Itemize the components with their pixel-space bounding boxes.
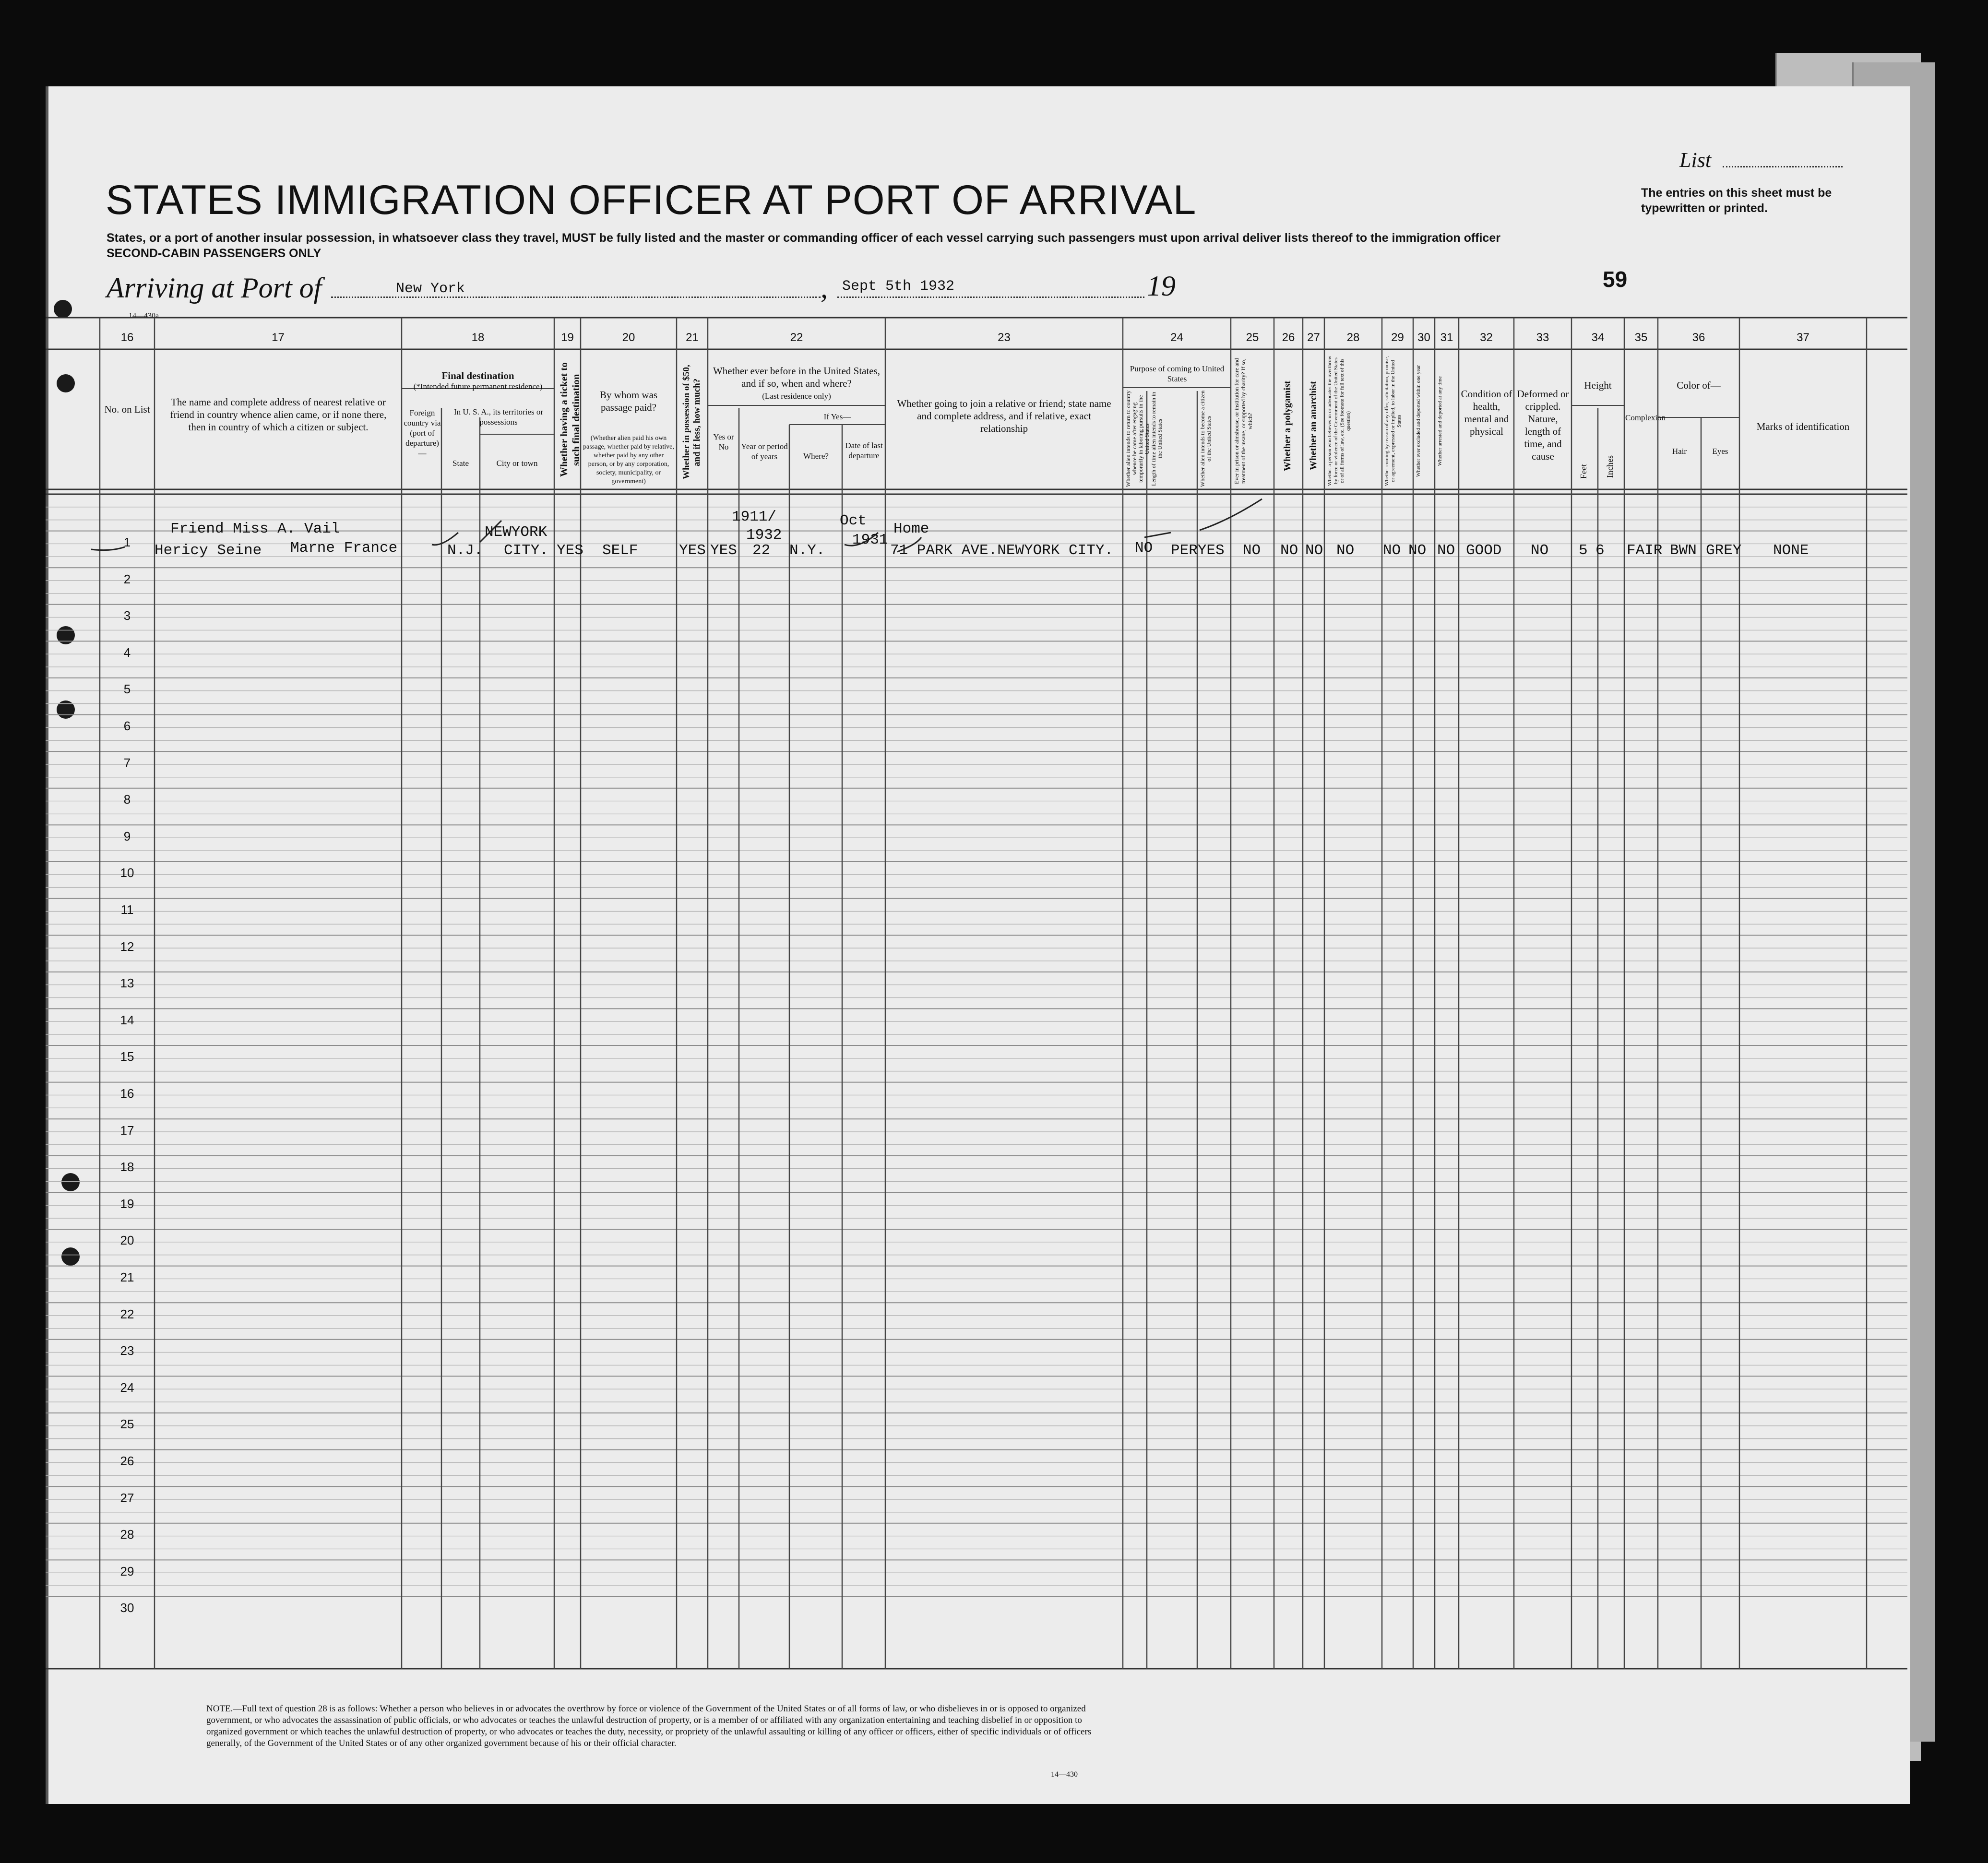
row-number: 30 xyxy=(120,1601,134,1615)
row-number: 9 xyxy=(123,829,131,843)
years-line-1: 1911/ xyxy=(732,509,777,525)
header-purpose-citizen: Whether alien intends to become a citizen of the United States xyxy=(1199,390,1212,487)
row-number: 20 xyxy=(120,1233,134,1248)
row-number: 19 xyxy=(120,1196,134,1211)
colnum-34: 34 xyxy=(1591,331,1605,344)
row-number: 4 xyxy=(123,645,131,660)
q31-value: NO xyxy=(1437,542,1455,559)
header-state: State xyxy=(452,459,469,468)
inches-value: 6 xyxy=(1595,542,1605,559)
header-fifty-dollars: Whether in possession of $50, and if less, how much? xyxy=(681,365,702,480)
header-ticket: Whether having a ticket to such final destination xyxy=(558,362,582,477)
colnum-25: 25 xyxy=(1246,331,1259,344)
port-value: New York xyxy=(396,281,465,297)
relative-line-2: Hericy Seine xyxy=(155,542,262,559)
colnum-31: 31 xyxy=(1440,331,1453,344)
header-q29: Whether coming by reason of any offer, solicitation, promise, or agreement, expressed or implied, to labor in the United States xyxy=(1384,356,1402,486)
header-in-usa: In U. S. A., its territories or possessions xyxy=(453,407,544,427)
header-marks: Marks of identification xyxy=(1756,421,1850,432)
passage-paid-value: SELF xyxy=(602,542,638,559)
row-number: 5 xyxy=(123,682,131,697)
row-number: 16 xyxy=(120,1086,134,1101)
marks-value: NONE xyxy=(1773,542,1809,559)
header-if-yes: If Yes— xyxy=(823,412,851,421)
header-join-relative: Whether going to join a relative or friend; state name and complete address, and if relative, exact relationship xyxy=(897,398,1111,434)
row-number: 25 xyxy=(120,1417,134,1432)
header-complexion: Complexion xyxy=(1625,413,1666,422)
purpose-length-value: PERYES xyxy=(1171,542,1225,559)
comma: , xyxy=(821,272,828,304)
colnum-19: 19 xyxy=(561,331,574,344)
header-final-destination-note: (*Intended future permanent residence) xyxy=(413,382,543,391)
row-number: 21 xyxy=(120,1270,134,1284)
q28-value: NO xyxy=(1336,542,1355,559)
header-before-in-us: Whether ever before in the United States, and if so, when and where? xyxy=(713,365,881,389)
header-yes-or-no: Yes or No xyxy=(713,432,734,451)
row-number: 18 xyxy=(120,1160,134,1175)
colnum-26: 26 xyxy=(1282,331,1295,344)
colnum-37: 37 xyxy=(1797,331,1809,344)
corner-mark: 59 xyxy=(1603,267,1628,292)
row-number: 15 xyxy=(120,1049,134,1064)
row-number: 7 xyxy=(123,755,131,770)
health-value: GOOD xyxy=(1466,542,1502,559)
colnum-20: 20 xyxy=(622,331,635,344)
header-purpose: Purpose of coming to United States xyxy=(1130,364,1225,383)
colnum-36: 36 xyxy=(1692,331,1705,344)
anarchist-value: NO xyxy=(1305,542,1323,559)
header-relative: The name and complete address of nearest relative or friend in country whence alien came, or if none there, then in country of which a citizen or subject. xyxy=(170,396,387,433)
row-number: 12 xyxy=(120,939,134,954)
row-number: 14 xyxy=(120,1012,134,1027)
list-label: List xyxy=(1679,148,1712,172)
colnum-22: 22 xyxy=(790,331,803,344)
relative-line-2b: Marne France xyxy=(290,540,398,557)
colnum-28: 28 xyxy=(1346,331,1360,344)
colnum-27: 27 xyxy=(1307,331,1320,344)
form-number-bottom: 14—430 xyxy=(1051,1770,1078,1779)
where-value: N.Y. xyxy=(789,542,825,559)
dest-state: N.J. xyxy=(447,542,483,559)
header-passage-paid-note: (Whether alien paid his own passage, whether paid by relative, whether paid by any other person, or by any corporation, society, municipality, or government) xyxy=(583,435,674,485)
row-number: 27 xyxy=(120,1490,134,1505)
row-number: 28 xyxy=(120,1527,134,1542)
colnum-23: 23 xyxy=(998,331,1011,344)
colnum-30: 30 xyxy=(1417,331,1430,344)
purpose-return-value: NO xyxy=(1135,540,1153,557)
hair-value: BWN xyxy=(1670,542,1697,559)
prison-value: NO xyxy=(1243,542,1261,559)
years-line-3: 22 xyxy=(752,542,771,559)
header-passage-paid: By whom was passage paid? xyxy=(599,389,658,413)
colnum-18: 18 xyxy=(471,331,485,344)
join-line-1: Home xyxy=(893,521,929,537)
row-number: 24 xyxy=(120,1380,134,1395)
dest-city-line-1: NEWYORK xyxy=(485,524,548,541)
header-height: Height xyxy=(1584,380,1612,391)
header-where: Where? xyxy=(803,451,829,461)
typewritten-note: The entries on this sheet must be typewritten or printed. xyxy=(1641,186,1832,215)
row-number: 10 xyxy=(120,866,134,880)
row-number: 29 xyxy=(120,1564,134,1578)
complexion-value: FAIR xyxy=(1627,542,1663,559)
header-final-destination: Final destination xyxy=(441,370,514,381)
last-departure-line-1: Oct xyxy=(840,512,867,529)
q29-value: NO xyxy=(1383,542,1401,559)
header-no-on-list: No. on List xyxy=(104,403,150,415)
before-in-us-value: YES xyxy=(710,542,737,559)
header-color-of: Color of— xyxy=(1677,380,1721,391)
join-line-2: 71 PARK AVE.NEWYORK CITY. xyxy=(890,542,1114,559)
eyes-value: GREY xyxy=(1706,542,1742,559)
arriving-label: Arriving at Port of xyxy=(107,272,322,304)
colnum-21: 21 xyxy=(686,331,699,344)
header-foreign-country: Foreign country via (port of departure)— xyxy=(404,408,441,458)
header-deformed: Deformed or crippled. Nature, length of time, and cause xyxy=(1517,388,1569,462)
q30-value: NO xyxy=(1408,542,1427,559)
colnum-16: 16 xyxy=(120,331,134,344)
header-inches: Inches xyxy=(1605,455,1615,478)
header-last-departure: Date of last departure xyxy=(845,441,883,460)
header-purpose-length: Length of time alien intends to remain in the United States xyxy=(1150,392,1163,486)
header-hair: Hair xyxy=(1672,447,1687,456)
colnum-24: 24 xyxy=(1170,331,1183,344)
row-number: 8 xyxy=(123,792,131,807)
arrival-date: Sept 5th 1932 xyxy=(842,278,955,295)
header-years: Year or period of years xyxy=(741,442,788,461)
deformed-value: NO xyxy=(1531,542,1549,559)
header-anarchist: Whether an anarchist xyxy=(1308,381,1319,471)
colnum-33: 33 xyxy=(1536,331,1549,344)
subtitle-line-1: States, or a port of another insular possession, in whatsoever class they travel, MUST be fully listed and the master or commanding officer of each vessel carrying such passengers must upon arrival deliver lists thereof to the immigration officer xyxy=(107,231,1500,245)
subtitle-line-2: SECOND-CABIN PASSENGERS ONLY xyxy=(107,247,321,260)
fifty-dollars-value: YES xyxy=(679,542,706,559)
ticket-value: YES xyxy=(557,542,583,559)
header-q28: Whether a person who believes in or advocates the overthrow by force or violence of the Government of the United States or of all forms of law, etc. (See footnote for full text of this question) xyxy=(1327,356,1351,487)
polygamist-value: NO xyxy=(1280,542,1298,559)
header-q30: Whether ever excluded and deported within one year xyxy=(1416,365,1421,477)
year-prefix: 19 xyxy=(1147,270,1176,302)
row-number: 17 xyxy=(120,1123,134,1138)
row-number: 3 xyxy=(123,608,131,623)
header-polygamist: Whether a polygamist xyxy=(1282,380,1293,471)
row-number: 13 xyxy=(120,976,134,991)
feet-value: 5 xyxy=(1579,542,1588,559)
header-feet: Feet xyxy=(1579,464,1588,479)
row-number: 26 xyxy=(120,1454,134,1468)
colnum-35: 35 xyxy=(1634,331,1648,344)
row-number: 22 xyxy=(120,1306,134,1321)
header-city: City or town xyxy=(496,459,538,468)
row-number: 23 xyxy=(120,1343,134,1358)
row-number: 2 xyxy=(123,571,131,586)
colnum-32: 32 xyxy=(1480,331,1493,344)
header-last-residence-note: (Last residence only) xyxy=(762,392,831,401)
last-departure-line-2: 1931 xyxy=(852,532,888,548)
colnum-17: 17 xyxy=(272,331,285,344)
header-q31: Whether arrested and deported at any time xyxy=(1437,376,1443,466)
row-number: 1 xyxy=(123,535,131,549)
row-number: 11 xyxy=(120,902,134,917)
relative-line-1: Friend Miss A. Vail xyxy=(170,521,340,537)
years-line-2: 1932 xyxy=(746,527,782,544)
header-eyes: Eyes xyxy=(1712,447,1728,456)
document-title: STATES IMMIGRATION OFFICER AT PORT OF ARRIVAL xyxy=(106,177,1197,223)
form-number-top: 14—430a xyxy=(129,312,159,320)
dest-city-line-2: CITY. xyxy=(504,542,549,559)
header-prison: Ever in prison or almshouse, or institution for care and treatment of the insane, or supported by charity? If so, which? xyxy=(1233,358,1253,484)
footnote: NOTE.—Full text of question 28 is as follows: Whether a person who believes in or advocates the overthrow by force or violence of the Government of the United States or of all forms of law, or who disbelieves in or is opposed to organized government, or who advocates the assassination of public officials, or who advocates or teaches the unlawful destruction of property, or is a member of or affiliated with any organization entertaining and teaching disbelief in or opposition to organized government or which teaches the unlawful destruction of property, or who advocates or teaches the duty, necessity, or propriety of the unlawful assaulting or killing of any officer or officers, either of specific individuals or of officers generally, of the Government of the United States or of any other organized government because of his or their official character. xyxy=(206,1704,1092,1748)
row-number: 6 xyxy=(123,719,131,733)
header-health: Condition of health, mental and physical xyxy=(1461,388,1512,437)
header-purpose-return: Whether alien intends to return to country whence he came after engaging temporarily in laboring pursuits in the United States xyxy=(1125,390,1150,487)
colnum-29: 29 xyxy=(1391,331,1404,344)
